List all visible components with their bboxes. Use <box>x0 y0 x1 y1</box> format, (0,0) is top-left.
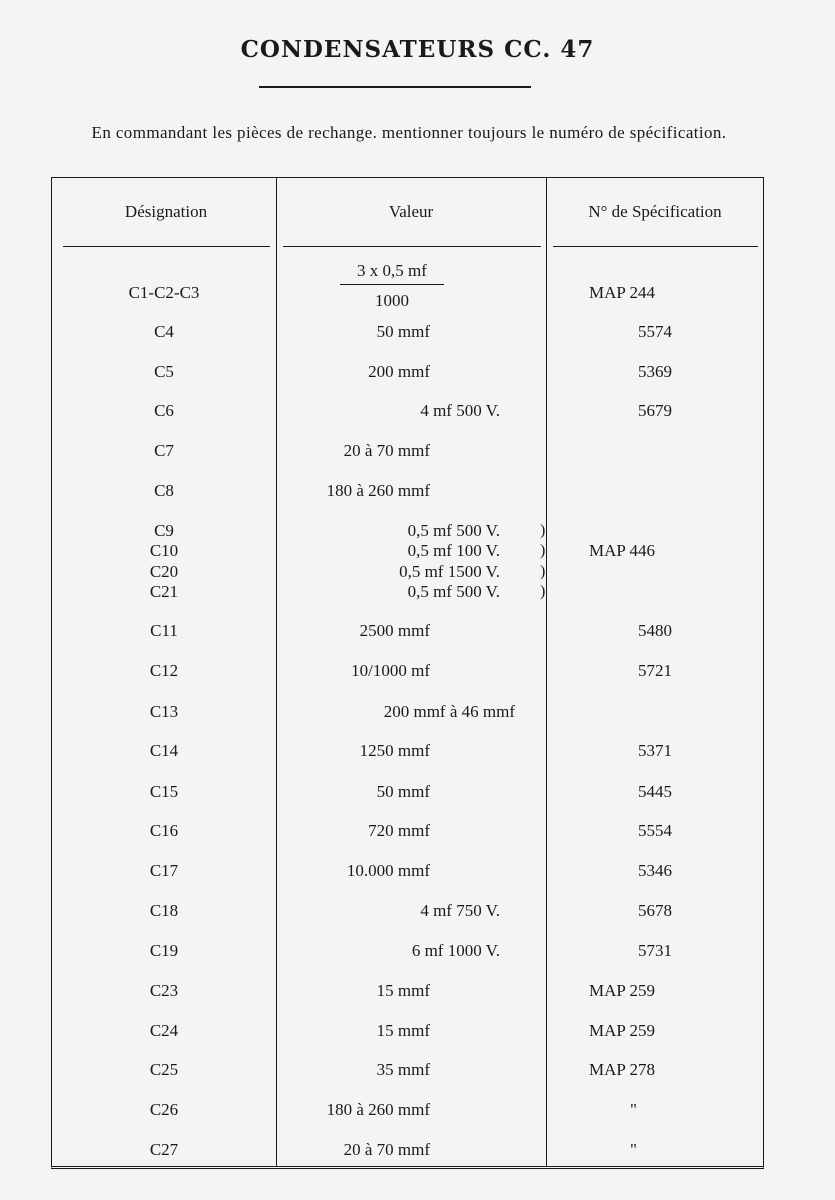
row-specification: 5346 <box>638 861 672 880</box>
row-designation: C6 <box>154 401 174 420</box>
row-value: 10.000 mmf <box>346 861 430 880</box>
title-underline <box>259 86 531 88</box>
row-designation: C20 <box>149 562 179 581</box>
row-value: 4 mf 750 V. <box>420 901 500 920</box>
row-designation: C15 <box>149 782 179 801</box>
row-value: 0,5 mf 1500 V. <box>399 562 500 581</box>
row-designation: C26 <box>149 1100 179 1119</box>
row-specification: 5678 <box>638 901 672 920</box>
intro-text: En commandant les pièces de rechange. mentionner toujours le numéro de spécification. <box>91 123 727 142</box>
header-rule <box>63 246 270 247</box>
row-value: 35 mmf <box>376 1060 430 1079</box>
row-specification: 5371 <box>638 741 672 760</box>
header-specification: N° de Spécification <box>588 202 722 221</box>
row-designation: C1-C2-C3 <box>128 283 200 302</box>
row-value: 10/1000 mf <box>351 661 430 680</box>
page-title: CONDENSATEURS CC. 47 <box>240 36 595 63</box>
header-designation: Désignation <box>124 202 208 221</box>
row-value: 720 mmf <box>368 821 430 840</box>
row-specification: 5679 <box>638 401 672 420</box>
row-designation: C24 <box>149 1021 179 1040</box>
row-designation: C12 <box>149 661 179 680</box>
row-specification: MAP 259 <box>589 981 655 1000</box>
row-value: 50 mmf <box>376 782 430 801</box>
row-value: 1250 mmf <box>359 741 430 760</box>
row-value: 0,5 mf 500 V. <box>407 582 500 601</box>
row-value: 15 mmf <box>376 981 430 1000</box>
fraction-denominator: 1000 <box>375 291 409 310</box>
row-specification: MAP 278 <box>589 1060 655 1079</box>
ditto-mark: " <box>630 1140 637 1159</box>
row-designation: C5 <box>154 362 174 381</box>
row-value: 180 à 260 mmf <box>326 481 430 500</box>
group-brace: ) <box>540 542 546 559</box>
fraction-value <box>340 260 444 311</box>
row-value: 180 à 260 mmf <box>326 1100 430 1119</box>
ditto-mark: " <box>630 1100 637 1119</box>
row-specification: 5369 <box>638 362 672 381</box>
row-designation: C9 <box>154 521 174 540</box>
row-designation: C16 <box>149 821 179 840</box>
group-brace: ) <box>540 583 546 600</box>
row-designation: C17 <box>149 861 179 880</box>
row-designation: C7 <box>154 441 174 460</box>
row-designation: C25 <box>149 1060 179 1079</box>
row-value: 15 mmf <box>376 1021 430 1040</box>
row-value: 50 mmf <box>376 322 430 341</box>
row-value: 0,5 mf 500 V. <box>407 521 500 540</box>
row-specification: 5480 <box>638 621 672 640</box>
row-designation: C11 <box>150 621 178 640</box>
row-value: 200 mmf <box>368 362 430 381</box>
row-value: 6 mf 1000 V. <box>411 941 500 960</box>
row-designation: C14 <box>149 741 179 760</box>
column-divider <box>276 177 277 1167</box>
group-brace: ) <box>540 563 546 580</box>
group-specification: MAP 446 <box>589 541 655 560</box>
column-divider <box>546 177 547 1167</box>
row-value: 20 à 70 mmf <box>343 1140 430 1159</box>
fraction-numerator: 3 x 0,5 mf <box>357 261 427 280</box>
row-value: 4 mf 500 V. <box>420 401 500 420</box>
header-rule <box>283 246 541 247</box>
row-specification: 5731 <box>638 941 672 960</box>
fraction-bar <box>340 284 444 285</box>
row-specification: 5445 <box>638 782 672 801</box>
row-value: 2500 mmf <box>359 621 430 640</box>
row-value: 20 à 70 mmf <box>343 441 430 460</box>
row-value: 200 mmf à 46 mmf <box>383 702 515 721</box>
row-designation: C21 <box>149 582 179 601</box>
row-designation: C18 <box>149 901 179 920</box>
row-designation: C27 <box>149 1140 179 1159</box>
row-value: 0,5 mf 100 V. <box>407 541 500 560</box>
row-specification: 5554 <box>638 821 672 840</box>
row-designation: C10 <box>149 541 179 560</box>
row-specification: MAP 244 <box>589 283 655 302</box>
header-valeur: Valeur <box>388 202 434 221</box>
row-specification: MAP 259 <box>589 1021 655 1040</box>
header-rule <box>553 246 758 247</box>
row-designation: C4 <box>154 322 174 341</box>
row-designation: C23 <box>149 981 179 1000</box>
row-designation: C8 <box>154 481 174 500</box>
group-brace: ) <box>540 522 546 539</box>
row-designation: C13 <box>149 702 179 721</box>
row-designation: C19 <box>149 941 179 960</box>
row-specification: 5574 <box>638 322 672 341</box>
row-specification: 5721 <box>638 661 672 680</box>
